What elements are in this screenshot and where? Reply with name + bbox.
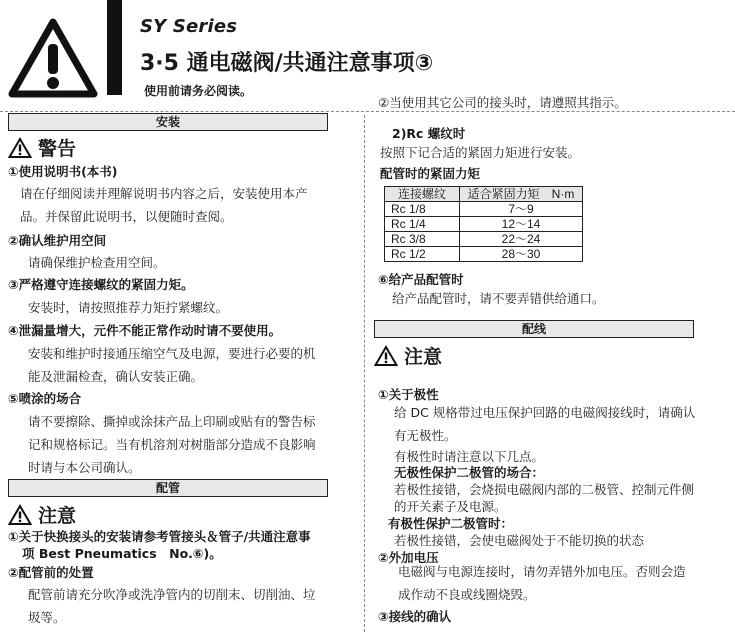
other-fitting-note: ②当使用其它公司的接头时，请遵照其指示。 — [378, 95, 627, 110]
section-bar-piping: 配管 — [8, 479, 328, 497]
caution-heading-text: 注意 — [38, 505, 77, 527]
section-bar-wiring: 配线 — [374, 320, 694, 338]
table-cell: Rc 3/8 — [385, 232, 460, 247]
torque-table-title: 配管时的紧固力矩 — [380, 166, 481, 181]
item-6-title: ⑥给产品配管时 — [378, 272, 464, 287]
item-2-line-1: 请确保维护检查用空间。 — [28, 255, 166, 270]
series-label: SY Series — [140, 16, 238, 37]
table-cell: Rc 1/4 — [385, 217, 460, 232]
caution-icon — [374, 345, 398, 367]
table-cell: Rc 1/2 — [385, 247, 460, 262]
item-1-line-1: 请在仔细阅读并理解说明书内容之后，安装使用本产 — [20, 186, 308, 201]
item-1-title: ①使用说明书(本书) — [8, 164, 118, 179]
table-cell: 7～9 — [460, 202, 583, 217]
wiring-2-title: ②外加电压 — [378, 550, 439, 565]
table-cell: Rc 1/8 — [385, 202, 460, 217]
page-title: 3·5 通电磁阀/共通注意事项③ — [140, 51, 434, 76]
caution-heading-left — [8, 501, 76, 528]
caution-1-line-1: ①关于快换接头的安装请参考管接头＆管子/共通注意事 — [8, 529, 311, 544]
wiring-1-sub-1-line-2: 的开关素子及电源。 — [394, 499, 507, 514]
item-6-line-1: 给产品配管时，请不要弄错供给通口。 — [392, 291, 605, 306]
wiring-1-sub-1-line-1: 若极性接错，会烧损电磁阀内部的二极管、控制元件侧 — [394, 482, 695, 497]
caution-2-line-2: 圾等。 — [28, 610, 66, 625]
wiring-2-line-2: 成作动不良或线圈烧毁。 — [398, 587, 536, 602]
table-row — [385, 217, 583, 232]
item-2-title: ②确认维护用空间 — [8, 233, 107, 248]
wiring-1-sub-2-line-1: 若极性接错，会使电磁阀处于不能切换的状态 — [394, 533, 645, 548]
warning-icon — [8, 137, 32, 159]
wiring-1-sub-2-title: 有极性保护二极管时： — [388, 516, 514, 531]
item-1-line-2: 品。并保留此说明书，以便随时查阅。 — [20, 209, 233, 224]
torque-header-thread: 连接螺纹 — [385, 187, 460, 202]
table-row — [385, 232, 583, 247]
item-5-line-3: 时请与本公司确认。 — [28, 460, 141, 475]
item-4-title: ④泄漏量增大，元件不能正常作动时请不要使用。 — [8, 323, 282, 338]
torque-table — [384, 186, 583, 262]
table-cell: 28～30 — [460, 247, 583, 262]
table-row — [385, 202, 583, 217]
caution-heading-right — [374, 342, 442, 369]
item-5-title: ⑤喷涂的场合 — [8, 391, 82, 406]
wiring-2-line-1: 电磁阀与电源连接时，请勿弄错外加电压。否则会造 — [398, 564, 686, 579]
warning-heading — [8, 134, 76, 161]
torque-header-torque: 适合紧固力矩 N·m — [460, 187, 583, 202]
table-cell: 12～14 — [460, 217, 583, 232]
warning-heading-text: 警告 — [38, 138, 77, 160]
caution-1-line-2: 项 Best Pneumatics No.⑥)。 — [22, 546, 222, 561]
wiring-1-line-3: 有极性时请注意以下几点。 — [394, 449, 545, 464]
rc-thread-line-1: 按照下记合适的紧固力矩进行安装。 — [380, 145, 581, 160]
caution-2-title: ②配管前的处置 — [8, 565, 94, 580]
item-3-title: ③严格遵守连接螺纹的紧固力矩。 — [8, 277, 194, 292]
caution-icon — [8, 504, 32, 526]
wiring-3-title: ③接线的确认 — [378, 609, 452, 624]
caution-heading-text: 注意 — [404, 346, 443, 368]
header-black-bar — [107, 0, 122, 95]
item-5-line-1: 请不要擦除、撕掉或涂抹产品上印刷或贴有的警告标 — [28, 414, 316, 429]
column-divider — [364, 115, 365, 632]
table-row — [385, 247, 583, 262]
read-before-use-notice: 使用前请务必阅读。 — [144, 84, 253, 98]
warning-triangle-icon — [8, 18, 98, 98]
wiring-1-line-2: 有无极性。 — [394, 428, 457, 443]
table-cell: 22～24 — [460, 232, 583, 247]
caution-2-line-1: 配管前请充分吹净或洗净管内的切削末、切削油、垃 — [28, 587, 316, 602]
wiring-1-line-1: 给 DC 规格带过电压保护回路的电磁阀接线时，请确认 — [394, 405, 696, 420]
wiring-1-sub-1-title: 无极性保护二极管的场合： — [394, 465, 545, 480]
item-3-line-1: 安装时，请按照推荐力矩拧紧螺纹。 — [28, 300, 229, 315]
item-5-line-2: 记和规格标记。当有机溶剂对树脂部分造成不良影响 — [28, 437, 316, 452]
rc-thread-title: 2)Rc 螺纹时 — [392, 126, 466, 141]
wiring-1-title: ①关于极性 — [378, 387, 439, 402]
section-bar-install: 安装 — [8, 113, 328, 131]
item-4-line-1: 安装和维护时接通压缩空气及电源，要进行必要的机 — [28, 346, 316, 361]
item-4-line-2: 能及泄漏检查，确认安装正确。 — [28, 369, 204, 384]
